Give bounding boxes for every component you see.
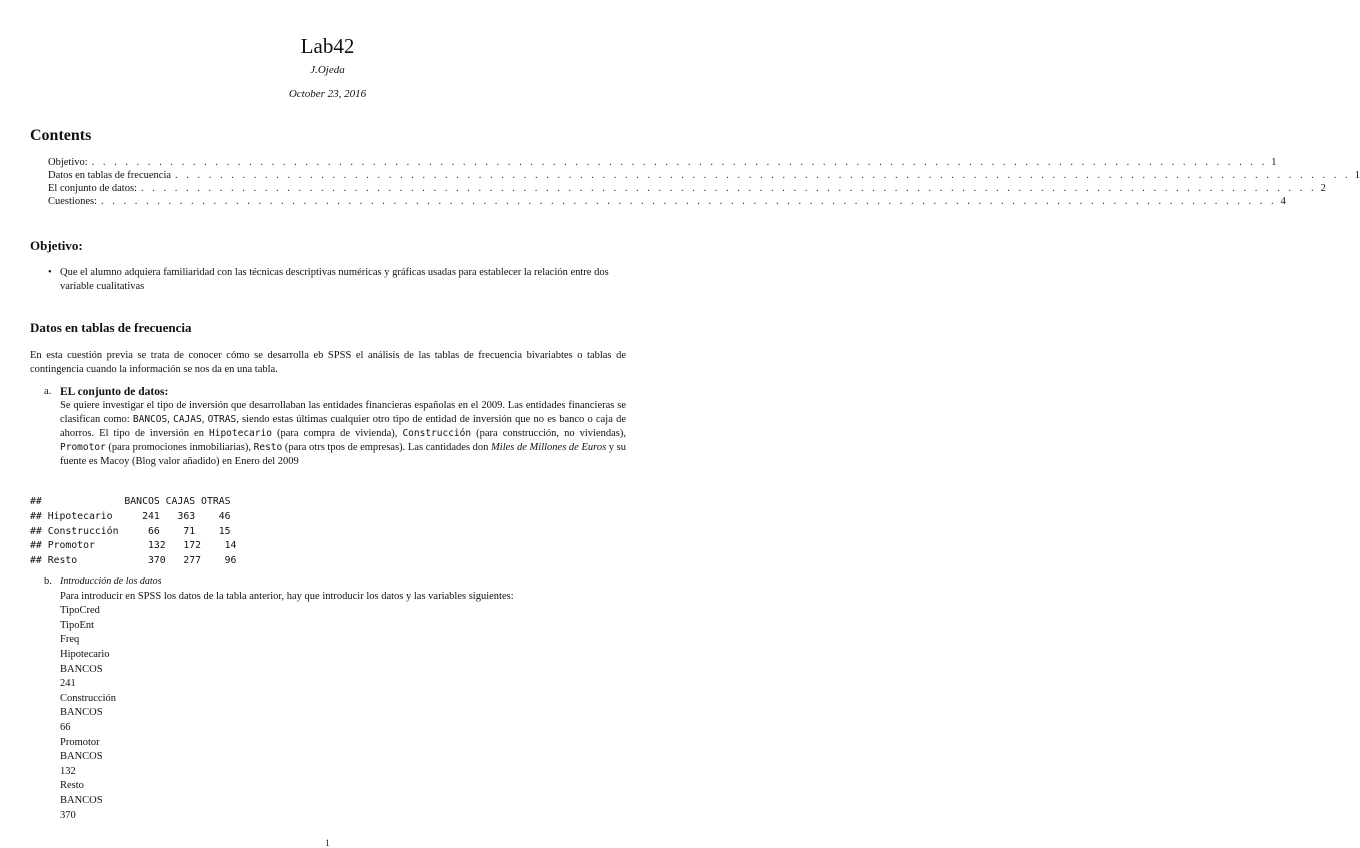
toc-leader-dots: . . . . . . . . . . . . . . . . . . . . . . . . . . . . . . . . . . . . . . . . . . . . . . . . . . . . . . . . . . . . . . . . . . . . . . . . . . . . . . . . . . . . . . . . . . . . . . . . . . . . . . . . . (140, 183, 1317, 194)
item-b-line: Construcción (60, 692, 116, 704)
toc-entry-objetivo[interactable] (48, 156, 1277, 169)
page-number: 1 (325, 838, 330, 848)
list-marker: b. (44, 576, 52, 587)
item-b-line: Promotor (60, 736, 100, 748)
item-b-line: BANCOS (60, 751, 103, 763)
toc-entry-label: El conjunto de datos: (48, 183, 137, 194)
code-otras: OTRAS (207, 414, 237, 425)
toc-leader-dots: . . . . . . . . . . . . . . . . . . . . . . . . . . . . . . . . . . . . . . . . . . . . . . . . . . . . . . . . . . . . . . . . . . . . . . . . . . . . . . . . . . . . . . . . . . . . . . . . . . . . . . . . . (91, 157, 1268, 168)
text-run: (para construcción, no viviendas), (471, 428, 626, 439)
objetivo-bullet (48, 266, 626, 294)
item-b-line: TipoCred (60, 605, 100, 617)
table-of-contents (48, 156, 1360, 208)
toc-entry-page: 4 (1280, 196, 1286, 207)
toc-entry-label: Objetivo: (48, 157, 88, 168)
toc-entry-page: 1 (1354, 170, 1360, 181)
text-run: , (167, 414, 174, 425)
text-run: (para otrs tpos de empresas). Las cantidades don (282, 442, 492, 453)
item-b-line: 241 (60, 678, 76, 690)
code-hipotecario: Hipotecario (209, 428, 272, 439)
item-b-line: BANCOS (60, 794, 103, 806)
italic-units: Miles de Millones de Euros (491, 442, 607, 453)
code-resto: Resto (253, 442, 283, 453)
text-run: (para compra de vivienda), (271, 428, 403, 439)
item-b-heading: Introducción de los datos (60, 576, 162, 587)
item-b-body (60, 590, 626, 824)
item-b-line: BANCOS (60, 707, 103, 719)
toc-leader-dots: . . . . . . . . . . . . . . . . . . . . . . . . . . . . . . . . . . . . . . . . . . . . . . . . . . . . . . . . . . . . . . . . . . . . . . . . . . . . . . . . . . . . . . . . . . . . . . . . . . . . . . . . . (101, 196, 1277, 207)
code-line: ## Promotor 132 172 14 (30, 540, 237, 552)
code-construccion: Construcción (402, 428, 472, 439)
code-promotor: Promotor (60, 442, 106, 453)
item-b-line: 132 (60, 765, 76, 777)
datos-heading: Datos en tablas de frecuencia (30, 320, 192, 335)
item-b-line: Para introducir en SPSS los datos de la tabla anterior, hay que introducir los datos y las variables siguientes: (60, 590, 514, 602)
item-b-line: 370 (60, 809, 76, 821)
item-b-line: Freq (60, 634, 80, 646)
text-run: , (201, 414, 208, 425)
item-b-line: BANCOS (60, 663, 103, 675)
item-a-heading: EL conjunto de datos: (60, 386, 169, 398)
code-output-block (30, 495, 236, 569)
list-marker: a. (44, 386, 52, 397)
item-b-line: Hipotecario (60, 648, 110, 660)
toc-entry-conjunto[interactable] (48, 182, 1326, 195)
code-line: ## Resto 370 277 96 (30, 555, 237, 567)
datos-intro-paragraph: En esta cuestión previa se trata de conocer cómo se desarrolla eb SPSS el análisis de las tablas de frecuencia bivariabtes o tablas de contingencia cuando la información se nos da en una tabla. (30, 350, 626, 375)
text-run: , siendo estas últimas cualquier otro tipo de entidad de inversión que no es banco o caja de ahorros. El tipo de inversión en (60, 414, 627, 439)
toc-entry-page: 1 (1271, 157, 1277, 168)
document-author: J.Ojeda (310, 64, 345, 76)
item-b-line: Resto (60, 780, 84, 792)
code-line: ## Hipotecario 241 363 46 (30, 510, 231, 522)
toc-entry-page: 2 (1320, 183, 1326, 194)
toc-entry-label: Cuestiones: (48, 196, 97, 207)
document-date: October 23, 2016 (288, 88, 367, 100)
item-b-line: TipoEnt (60, 619, 95, 631)
code-line: ## Construcción 66 71 15 (30, 525, 231, 537)
code-bancos: BANCOS (132, 414, 168, 425)
toc-entry-datos[interactable] (48, 169, 1360, 182)
code-cajas: CAJAS (173, 414, 202, 425)
toc-entry-cuestiones[interactable] (48, 195, 1286, 208)
item-b-line: 66 (60, 721, 71, 733)
objetivo-bullet-text: Que el alumno adquiera familiaridad con las técnicas descriptivas numéricas y gráficas usadas para establecer la relación entre dos variable cualitativas (60, 267, 609, 292)
toc-entry-label: Datos en tablas de frecuencia (48, 170, 172, 181)
contents-heading: Contents (30, 127, 92, 144)
code-line: ## BANCOS CAJAS OTRAS (30, 496, 231, 507)
text-run: (para promociones inmobiliarias), (105, 442, 254, 453)
document-title: Lab42 (300, 34, 355, 58)
objetivo-heading: Objetivo: (30, 238, 83, 253)
toc-leader-dots: . . . . . . . . . . . . . . . . . . . . . . . . . . . . . . . . . . . . . . . . . . . . . . . . . . . . . . . . . . . . . . . . . . . . . . . . . . . . . . . . . . . . . . . . . . . . . . . . . . . . . . . . . (175, 170, 1351, 181)
item-a-body (60, 399, 626, 469)
bullet-dot-icon: • (48, 267, 52, 278)
text-run: Se quiere investigar el tipo de inversión que desarrollaban las entidades financieras españolas en el 2009. Las entidades financieras se clasifican como: (60, 400, 626, 425)
text-run: y su fuente es Macoy (Blog valor añadido) en Enero del 2009 (60, 442, 627, 467)
